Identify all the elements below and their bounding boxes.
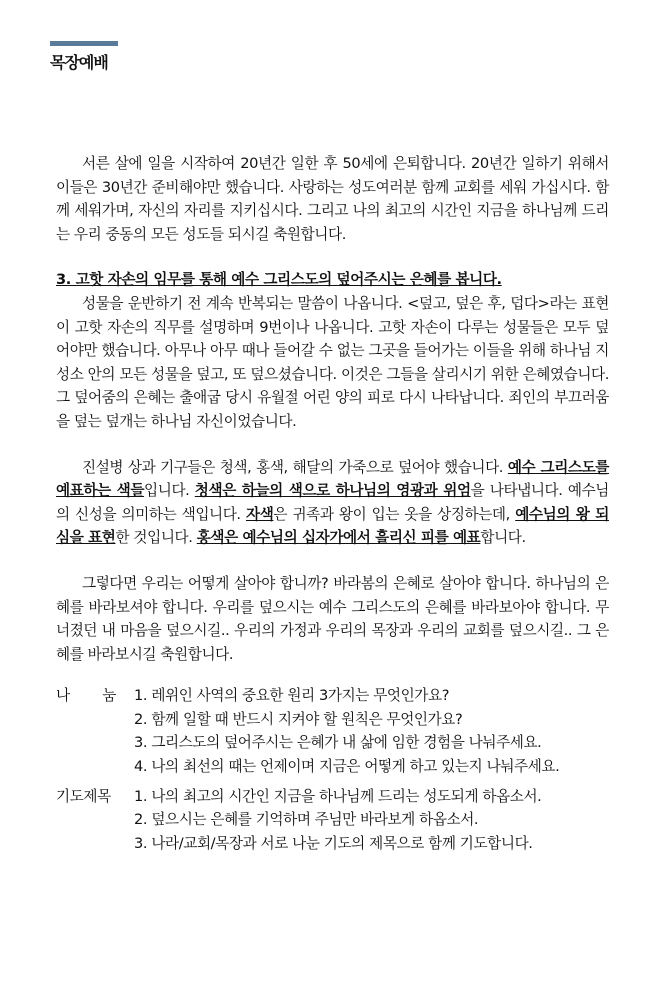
paragraph-colors: [56, 456, 609, 550]
paragraph-covering: 성물을 운반하기 전 계속 반복되는 말씀이 나옵니다. <덮고, 덮은 후, 덥다>라는 표현이 고핫 자손의 직무를 설명하며 9번이나 나옵니다. 고핫 자손이 다루는 성물들은 모두 덮어야만 했습니다. 아무나 아무 때나 들어갈 수 없는 그곳을 들어가는 이들을 위해 하나님 지성소 안의 모든 성물을 덮고, 또 덮으셨습니다. 이것은 그들을 살리시기 위한 은혜였습니다. 그 덮어줌의 은혜는 출애굽 당시 유월절 어린 양의 피로 다시 나타납니다. 죄인의 부끄러움을 덮는 덮개는 하나님 자신이었습니다.: [56, 294, 609, 430]
list-item: 2. 함께 일할 때 반드시 지켜야 할 원칙은 무엇인가요?: [134, 710, 463, 728]
list-item: 3. 나라/교회/목장과 서로 나눈 기도의 제목으로 함께 기도합니다.: [134, 834, 533, 852]
text-run: 은 귀족과 왕이 입는 옷을 상징하는데,: [273, 505, 516, 523]
text-run: 을 나타냅니다. 예수님의 신성을 의미하는 색입니다.: [56, 482, 609, 523]
emphasis-scarlet: 홍색은 예수님의 십자가에서 흘리신 피를 예표: [196, 529, 481, 547]
emphasis-blue: 청색은 하늘의 색으로 하나님의 영광과 위엄: [194, 482, 471, 500]
sharing-questions: [134, 684, 609, 778]
text-run: 진설병 상과 기구들은 청색, 홍색, 해달의 가죽으로 덮어야 했습니다.: [82, 458, 508, 476]
sharing-section: [56, 684, 609, 778]
page-title: 목장예배: [50, 53, 108, 72]
list-item: 2. 덮으시는 은혜를 기억하며 주님만 바라보게 하옵소서.: [134, 811, 479, 829]
list-item: 3. 그리스도의 덮어주시는 은혜가 내 삶에 임한 경험을 나눠주세요.: [134, 734, 542, 752]
sharing-label-b: 눔: [102, 687, 116, 705]
section-heading-3: 3. 고핫 자손의 임무를 통해 예수 그리스도의 덮어주시는 은혜를 봅니다.: [56, 271, 502, 289]
sermon-body: [56, 152, 609, 855]
list-item: 1. 나의 최고의 시간인 지금을 하나님께 드리는 성도되게 하옵소서.: [134, 787, 542, 805]
text-run: 입니다.: [144, 482, 195, 500]
emphasis-christ-colors: 예수 그리스도를 예표하는 색들: [56, 458, 609, 500]
sharing-label-a: 나: [56, 687, 70, 705]
text-run: 합니다.: [480, 529, 526, 547]
list-item: 4. 나의 최선의 때는 언제이며 지금은 어떻게 하고 있는지 나눠주세요.: [134, 758, 560, 776]
header-accent-bar: [50, 41, 118, 46]
prayer-items: [134, 785, 609, 856]
list-item: 1. 레위인 사역의 중요한 원리 3가지는 무엇인가요?: [134, 687, 450, 705]
paragraph-application: 그렇다면 우리는 어떻게 살아야 합니까? 바라봄의 은혜로 살아야 합니다. 하나님의 은혜를 바라보셔야 합니다. 우리를 덮으시는 예수 그리스도의 은혜를 바라보아야 합니다. 무너졌던 내 마음을 덮으시길.. 우리의 가정과 우리의 목장과 우리의 교회를 덮으시길.. 그 은혜를 바라보시길 축원합니다.: [56, 574, 609, 663]
emphasis-purple: 자색: [246, 505, 274, 523]
text-run: 한 것입니다.: [115, 529, 197, 547]
emphasis-kingship: 예수님의 왕 되심을 표현: [56, 505, 609, 547]
paragraph-retirement: 서른 살에 일을 시작하여 20년간 일한 후 50세에 은퇴합니다. 20년간 일하기 위해서 이들은 30년간 준비해야만 했습니다. 사랑하는 성도여러분 함께 교회를 세워 가십시다. 함께 세워가며, 자신의 자리를 지키십시다. 그리고 나의 최고의 시간인 지금을 하나님께 드리는 우리 중동의 모든 성도들 되시길 축원합니다.: [56, 155, 609, 243]
prayer-label: 기도제목: [56, 787, 111, 805]
sharing-label: [56, 684, 116, 778]
prayer-section: [56, 785, 609, 856]
